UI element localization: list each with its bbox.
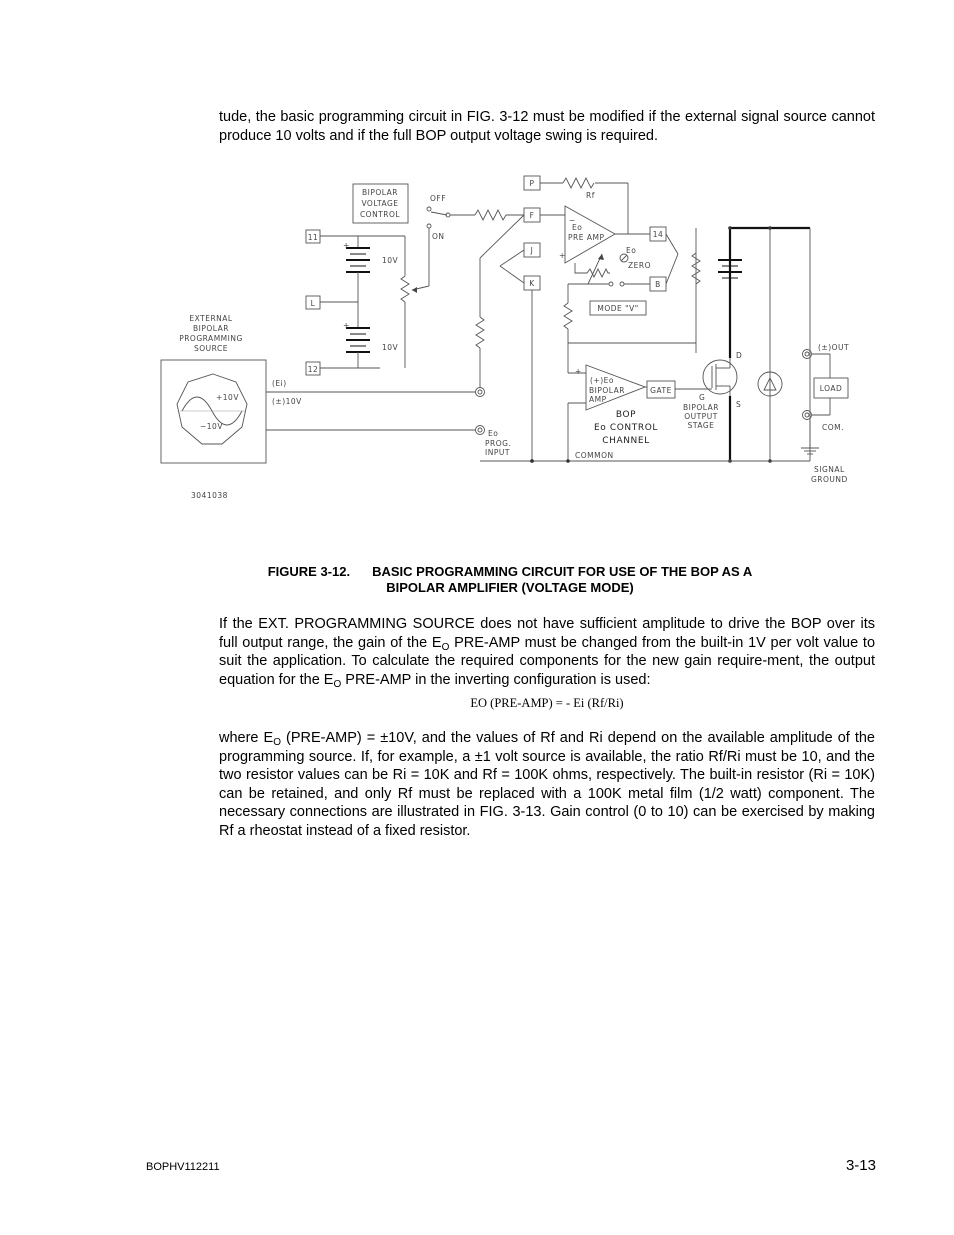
label-common: COMMON (575, 451, 614, 460)
label-ext-2: BIPOLAR (193, 324, 229, 333)
svg-text:+: + (575, 367, 582, 376)
label-tl: L (310, 299, 316, 308)
switch-blade (431, 212, 447, 215)
label-eo-preamp-2: PRE AMP (568, 233, 605, 242)
label-eo-zero-2: ZERO (628, 261, 651, 270)
body-paragraph-1: If the EXT. PROGRAMMING SOURCE does not have sufficient amplitude to drive the BOP over its full output range, the gain of the $E_O$ PRE-AMP must be changed from the built-in 1V per volt value to suit the application. To calculate the required components for the new gain require-ment, the output equation for the $E_O$ PRE-AMP in the inverting configuration is used: (219, 616, 876, 690)
label-eo-zero-1: Eo (626, 246, 637, 255)
label-ext-4: SOURCE (194, 344, 228, 353)
resistor-ri (475, 210, 506, 220)
label-eo-proc-1: Eo (488, 429, 499, 438)
caption-number: FIGURE 3-12. (267, 564, 351, 579)
label-ext-1: EXTERNAL (189, 314, 233, 323)
terminal-ei (476, 388, 485, 397)
svg-text:+: + (559, 251, 566, 260)
label-minus10: −10V (200, 422, 223, 431)
label-gate: GATE (650, 386, 672, 395)
label-load: LOAD (819, 384, 843, 393)
label-mode-v: MODE "V" (597, 304, 639, 313)
label-tf: F (529, 211, 535, 220)
label-bipolar-control-2: VOLTAGE (361, 199, 399, 208)
label-g: G (699, 393, 706, 402)
svg-text:+: + (343, 241, 350, 250)
label-tj: J (530, 246, 534, 255)
label-sig-1: SIGNAL (814, 465, 845, 474)
label-eo-proc-3: INPUT (485, 448, 510, 457)
ext-source-box (161, 360, 266, 463)
label-ei: (Ei) (272, 379, 287, 388)
label-rf: Rf (586, 191, 595, 200)
label-plus10: +10V (216, 393, 239, 402)
label-on: ON (432, 232, 445, 241)
footer-page-number: 3-13 (845, 1157, 876, 1174)
label-tp: P (529, 179, 535, 188)
resistor-input (476, 317, 484, 348)
caption-title-1: BASIC PROGRAMMING CIRCUIT FOR USE OF THE BOP AS A (372, 564, 753, 579)
label-s: S (736, 400, 742, 409)
equation: EO (PRE-AMP) = - Ei (Rf/Ri) (470, 696, 624, 710)
label-off: OFF (430, 194, 447, 203)
intro-paragraph (219, 108, 875, 145)
label-bipolar-control-1: BIPOLAR (362, 188, 398, 197)
label-stage-1: BIPOLAR (683, 403, 719, 412)
label-bip-amp-3: AMP (589, 395, 607, 404)
label-10v-bottom: 10V (382, 343, 399, 352)
resistor-rf (563, 178, 594, 188)
label-sig-2: GROUND (811, 475, 848, 484)
caption-title-2: BIPOLAR AMPLIFIER (VOLTAGE MODE) (386, 580, 634, 595)
figure-id: 3041038 (191, 491, 228, 500)
circuit-diagram (150, 168, 870, 518)
body-paragraph-2: where $E_O$ (PRE-AMP) = ±10V, and the values of Rf and Ri depend on the available amplitude of the programming source. If, for example, a ±1 volt source is available, the ratio Rf/Ri must be 10, and the two resistor values can be Ri = 10K and Rf = 100K ohms, respectively. The built-in resistor (Ri = 10K) can be retained, and only Rf must be replaced with a 100K metal film (1/2 watt) component. The necessary connections are illustrated in FIG. 3-13. Gain control (0 to 10) can be exercised by making Rf a rheostat instead of a fixed resistor. (219, 730, 875, 839)
figure-caption (200, 564, 820, 596)
switch-contact-off (427, 207, 431, 211)
label-bipolar-control-3: CONTROL (359, 210, 401, 219)
resistor-mode (564, 303, 572, 329)
label-eo-proc-2: PROG. (485, 439, 512, 448)
label-bop-2: Eo CONTROL (593, 423, 659, 433)
label-bop-3: CHANNEL (602, 436, 650, 446)
label-pm10: (±)10V (272, 397, 302, 406)
caption-line-1 (200, 564, 820, 580)
label-com: COM. (822, 423, 844, 432)
potentiometer (401, 276, 409, 302)
battery-bottom (343, 302, 370, 368)
svg-text:−: − (569, 216, 576, 225)
label-bop-1: BOP (615, 410, 637, 420)
terminal-eo-prog (476, 426, 485, 435)
label-bip-amp-1: (+)Eo (590, 376, 614, 385)
label-stage-3: STAGE (687, 421, 715, 430)
battery-top (343, 240, 370, 302)
switch-contact-on (427, 224, 431, 228)
label-ext-3: PROGRAMMING (179, 334, 243, 343)
svg-text:+: + (343, 321, 350, 330)
label-d: D (736, 351, 743, 360)
label-t12: 12 (307, 365, 319, 374)
label-tk: K (529, 279, 535, 288)
label-eo-preamp-1: Eo (572, 223, 583, 232)
label-out: (±)OUT (818, 343, 850, 352)
label-10v-top: 10V (382, 256, 399, 265)
label-stage-2: OUTPUT (684, 412, 718, 421)
footer-doc-id: BOPHV112211 (146, 1161, 220, 1173)
label-t11: 11 (307, 233, 319, 242)
signal-generator-symbol (177, 374, 247, 444)
label-t14: 14 (652, 230, 664, 239)
intro-text: tude, the basic programming circuit in FIG. 3-12 must be modified if the external signal source cannot produce 10 volts and if the full BOP output voltage swing is required. (219, 109, 875, 144)
label-bip-amp-2: BIPOLAR (589, 386, 625, 395)
label-tb: B (655, 280, 661, 289)
